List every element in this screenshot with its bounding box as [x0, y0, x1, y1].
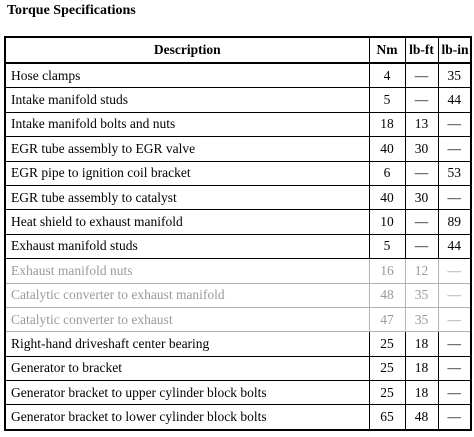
cell-nm: 18	[369, 112, 405, 136]
cell-lbft: —	[405, 210, 438, 234]
table-row	[5, 63, 471, 88]
table-row	[5, 356, 471, 380]
cell-description: Hose clamps	[5, 63, 369, 88]
table-row	[5, 185, 471, 209]
cell-lbin: 89	[438, 210, 471, 234]
cell-nm: 5	[369, 88, 405, 112]
table-header-row	[5, 37, 471, 63]
cell-lbin: —	[438, 137, 471, 161]
cell-description: Generator bracket to lower cylinder block bolts	[5, 405, 369, 430]
cell-lbft: 35	[405, 283, 438, 307]
table-row	[5, 405, 471, 430]
cell-description: Intake manifold bolts and nuts	[5, 112, 369, 136]
cell-lbft: —	[405, 161, 438, 185]
table-body	[5, 63, 471, 430]
cell-lbin: —	[438, 259, 471, 283]
cell-lbft: 18	[405, 356, 438, 380]
cell-description: Generator to bracket	[5, 356, 369, 380]
table-row	[5, 112, 471, 136]
cell-lbft: 18	[405, 332, 438, 356]
table-row	[5, 259, 471, 283]
cell-lbin: 44	[438, 88, 471, 112]
cell-lbin: —	[438, 185, 471, 209]
cell-description: EGR tube assembly to EGR valve	[5, 137, 369, 161]
cell-nm: 5	[369, 234, 405, 258]
cell-description: Catalytic converter to exhaust manifold	[5, 283, 369, 307]
table-row	[5, 381, 471, 405]
cell-nm: 4	[369, 63, 405, 88]
cell-lbft: 18	[405, 381, 438, 405]
cell-lbin: —	[438, 112, 471, 136]
cell-description: Exhaust manifold studs	[5, 234, 369, 258]
cell-lbft: —	[405, 63, 438, 88]
table-row	[5, 161, 471, 185]
cell-nm: 10	[369, 210, 405, 234]
cell-description: Exhaust manifold nuts	[5, 259, 369, 283]
header-lbin: lb-in	[438, 37, 471, 63]
cell-nm: 40	[369, 137, 405, 161]
cell-lbft: 35	[405, 307, 438, 331]
cell-description: EGR pipe to ignition coil bracket	[5, 161, 369, 185]
cell-lbft: —	[405, 234, 438, 258]
header-lbft: lb-ft	[405, 37, 438, 63]
cell-description: Generator bracket to upper cylinder block bolts	[5, 381, 369, 405]
cell-description: Heat shield to exhaust manifold	[5, 210, 369, 234]
cell-nm: 16	[369, 259, 405, 283]
header-description: Description	[5, 37, 369, 63]
cell-nm: 25	[369, 332, 405, 356]
cell-nm: 65	[369, 405, 405, 430]
cell-lbin: 35	[438, 63, 471, 88]
table-row	[5, 210, 471, 234]
cell-lbft: 13	[405, 112, 438, 136]
cell-lbft: 30	[405, 185, 438, 209]
cell-nm: 25	[369, 381, 405, 405]
table-row	[5, 332, 471, 356]
cell-description: Right-hand driveshaft center bearing	[5, 332, 369, 356]
cell-lbin: —	[438, 283, 471, 307]
cell-nm: 47	[369, 307, 405, 331]
cell-description: Catalytic converter to exhaust	[5, 307, 369, 331]
cell-nm: 25	[369, 356, 405, 380]
cell-lbft: 12	[405, 259, 438, 283]
cell-lbin: —	[438, 356, 471, 380]
cell-lbin: 53	[438, 161, 471, 185]
cell-description: Intake manifold studs	[5, 88, 369, 112]
cell-nm: 48	[369, 283, 405, 307]
cell-nm: 6	[369, 161, 405, 185]
header-nm: Nm	[369, 37, 405, 63]
table-row	[5, 307, 471, 331]
table-row	[5, 234, 471, 258]
cell-lbft: 30	[405, 137, 438, 161]
cell-lbft: —	[405, 88, 438, 112]
cell-lbin: —	[438, 307, 471, 331]
cell-lbin: 44	[438, 234, 471, 258]
cell-lbft: 48	[405, 405, 438, 430]
cell-description: EGR tube assembly to catalyst	[5, 185, 369, 209]
cell-lbin: —	[438, 381, 471, 405]
cell-lbin: —	[438, 332, 471, 356]
page-title: Torque Specifications	[7, 3, 136, 18]
torque-spec-table	[4, 36, 472, 431]
table-row	[5, 137, 471, 161]
cell-lbin: —	[438, 405, 471, 430]
table-row	[5, 88, 471, 112]
cell-nm: 40	[369, 185, 405, 209]
table-row	[5, 283, 471, 307]
